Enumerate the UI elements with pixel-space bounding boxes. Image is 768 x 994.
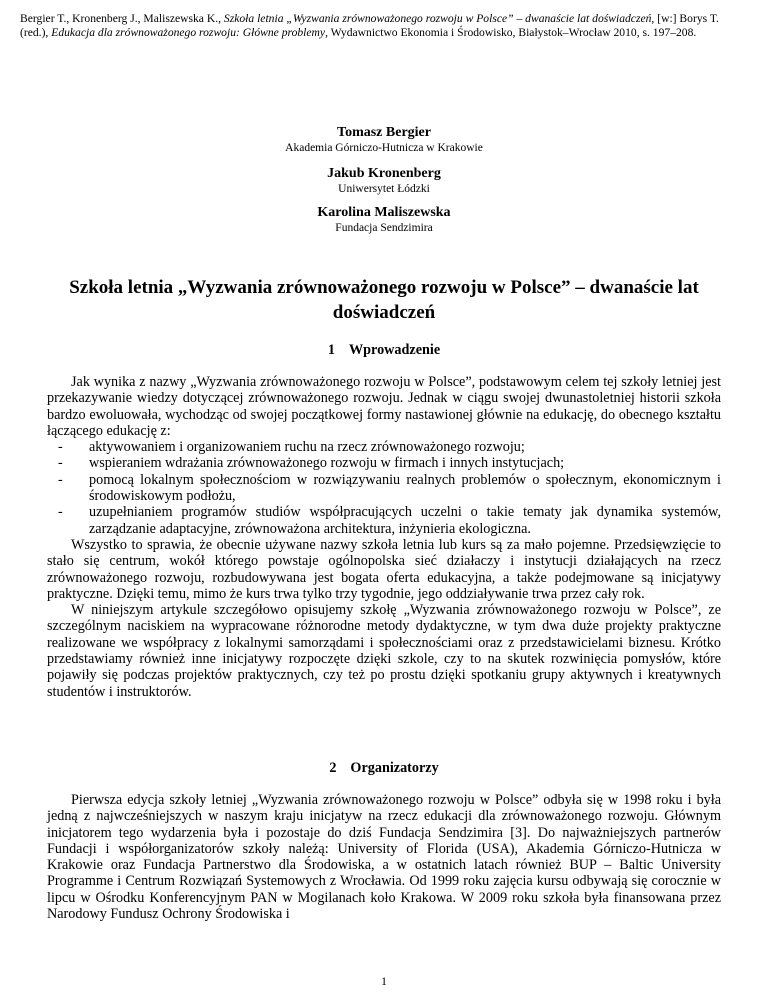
paragraph: Wszystko to sprawia, że obecnie używane nazwy szkoła letnia lub kurs są za mało pojemne. Przedsięwzięcie to stało się centrum, wokół którego powstaje ogólnopolska sieć działaczy i instytucji działających na rzecz zrównoważonego rozwoju, rozbudowywana jest bogata oferta edukacyjna, a także podejmowane są inicjatywy praktyczne. Dzięki temu, mimo że kurs trwa tylko trzy tygodnie, jego oddziaływanie trwa przez cały rok.: [47, 536, 721, 602]
list-item: - wspieraniem wdrażania zrównoważonego rozwoju w firmach i innych instytucjach;: [58, 455, 565, 472]
author-name: Tomasz Bergier: [337, 125, 431, 140]
author-affiliation: Uniwersytet Łódzki: [338, 183, 430, 195]
author-affiliation: Fundacja Sendzimira: [335, 222, 433, 234]
list-item: - aktywowaniem i organizowaniem ruchu na rzecz zrównoważonego rozwoju;: [58, 439, 525, 456]
author-name: Karolina Maliszewska: [317, 205, 451, 220]
section-number: 2: [329, 760, 337, 776]
author-affiliation: Akademia Górniczo-Hutnicza w Krakowie: [285, 142, 483, 154]
section-body: [47, 792, 721, 922]
citation-book-title: Edukacja dla zrównoważonego rozwoju: Główne problemy: [51, 26, 326, 39]
paper-title: Szkoła letnia „Wyzwania zrównoważonego rozwoju w Polsce” – dwanaście lat doświadczeń: [69, 277, 699, 323]
section-heading: [0, 759, 768, 777]
citation-article-title: Szkoła letnia „Wyzwania zrównoważonego rozwoju w Polsce” – dwanaście lat doświadczeń,: [223, 12, 655, 25]
citation-header: Bergier T., Kronenberg J., Maliszewska K., Szkoła letnia „Wyzwania zrównoważonego rozwoju w Polsce” – dwanaście lat doświadczeń, [w:] Borys T. (red.), Edukacja dla zrównoważonego rozwoju: Główne problemy, Wydawnictwo Ekonomia i Środowisko, Białystok–Wrocław 2010, s. 197–208.: [20, 12, 719, 39]
section-title: Wprowadzenie: [348, 342, 441, 358]
author-block: [0, 124, 768, 155]
author-block: [0, 204, 768, 235]
paragraph: Pierwsza edycja szkoły letniej „Wyzwania zrównoważonego rozwoju w Polsce” odbyła się w 1998 roku i była jedną z najwcześniejszych w naszym kraju inicjatyw na rzecz edukacji dla zrównoważonego rozwoju. Głównym inicjatorem tego wydarzenia była i pozostaje do dziś Fundacja Sendzimira [3]. Do najważniejszych partnerów Fundacji i współorganizatorów szkoły należą: University of Florida (USA), Akademia Górniczo-Hutnicza w Krakowie oraz Fundacja Partnerstwo dla Środowiska, a w ostatnich latach również BUP – Baltic University Programme i Centrum Rozwiązań Systemowych z Wrocławia. Od 1999 roku zajęcia kursu odbywają się corocznie w lipcu w Ośrodku Konferencyjnym PAN w Mogilanach koło Krakowa. W 2009 roku szkoła była finansowana przez Narodowy Fundusz Ochrony Środowiska i: [47, 792, 721, 923]
bullet-list: [47, 439, 721, 537]
list-item: - pomocą lokalnym społecznościom w rozwiązywaniu realnych problemów o społecznym, ekonomicznym i środowiskowym podłożu,: [58, 471, 721, 505]
list-item: - uzupełnianiem programów studiów współpracujących uczelni o takie tematy jak dynamika systemów, zarządzanie adaptacyjne, zrównoważona architektura, inżynieria ekologiczna.: [58, 504, 721, 537]
section-number: 1: [327, 342, 335, 358]
section-heading: [0, 341, 768, 359]
author-block: [0, 165, 768, 196]
section-body: [47, 374, 721, 700]
paragraph: W niniejszym artykule szczegółowo opisujemy szkołę „Wyzwania zrównoważonego rozwoju w Polsce”, ze szczególnym naciskiem na wypracowane różnorodne metody dydaktyczne, w tym dwa duże projekty praktyczne realizowane we współpracy z lokalnymi samorządami i społecznościami oraz z przedstawicielami biznesu. Krótko przedstawiamy również inne inicjatywy rozpoczęte dzięki szkole, czy to na skutek rozwinięcia pomysłów, które pojawiły się podczas projektów praktycznych, czy też po prostu dzięki spotkaniu grupy aktywnych i kreatywnych studentów i instruktorów.: [47, 602, 721, 700]
section-title: Organizatorzy: [350, 760, 439, 776]
page-number: 1: [381, 974, 387, 988]
author-name: Jakub Kronenberg: [327, 166, 441, 181]
paragraph: Jak wynika z nazwy „Wyzwania zrównoważonego rozwoju w Polsce”, podstawowym celem tej szkoły letniej jest przekazywanie wiedzy dotyczącej zrównoważonego rozwoju. Jednak w ciągu swojej dwunastoletniej historii szkoła bardzo ewoluowała, wychodząc od swojej początkowej formy nastawionej głównie na edukację, do obecnego kształtu łączącego edukację z:: [47, 374, 721, 439]
